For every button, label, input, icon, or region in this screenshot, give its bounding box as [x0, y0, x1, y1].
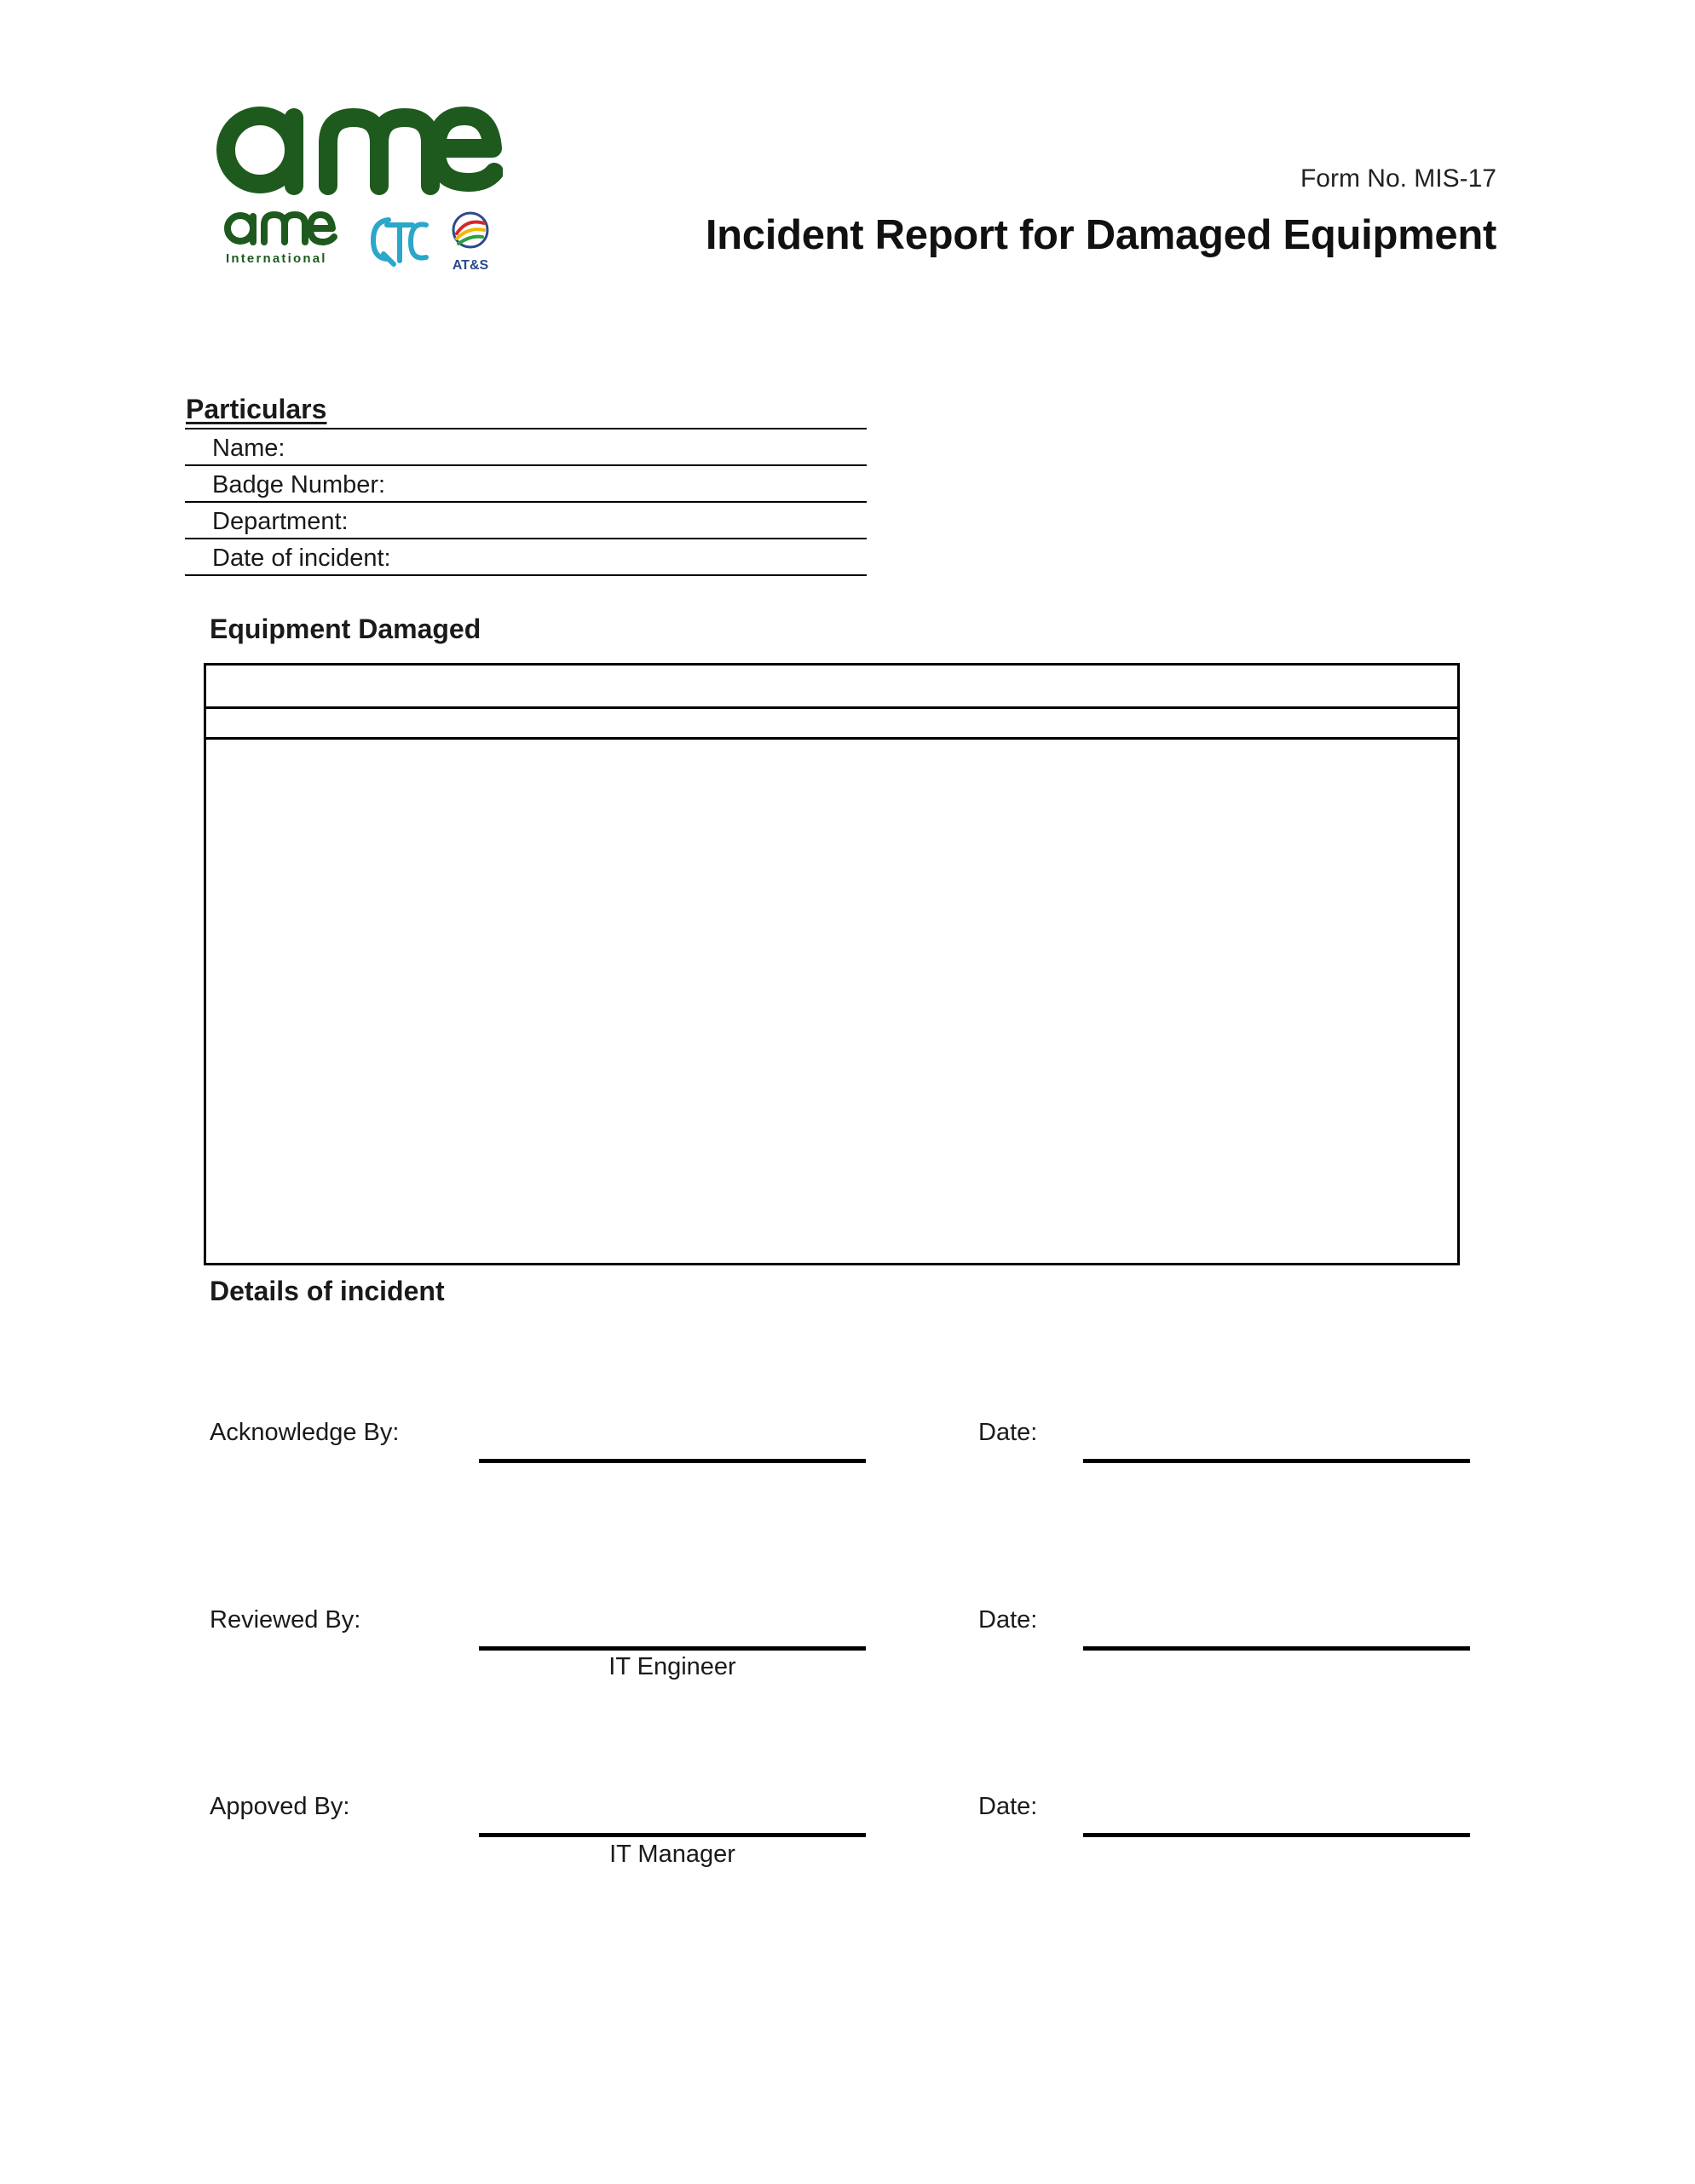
- approved-date-line[interactable]: [1083, 1833, 1470, 1837]
- equipment-row-divider: [206, 737, 1457, 740]
- name-label: Name:: [212, 435, 285, 462]
- particulars-list: [185, 428, 867, 576]
- ame-logo: [213, 92, 503, 199]
- svg-text:International: International: [226, 251, 327, 266]
- reviewed-date-label: Date:: [978, 1606, 1038, 1634]
- approved-by-caption: IT Manager: [609, 1841, 735, 1868]
- qtc-logo: [365, 210, 433, 269]
- department-label: Department:: [212, 508, 349, 535]
- approved-date-label: Date:: [978, 1793, 1038, 1820]
- equipment-row-divider: [206, 706, 1457, 709]
- form-number: Form No. MIS-17: [1300, 164, 1496, 193]
- acknowledge-date-line[interactable]: [1083, 1459, 1470, 1463]
- department-field[interactable]: [185, 501, 867, 538]
- ame-international-logo: [223, 205, 351, 268]
- approved-by-signature-line[interactable]: [479, 1833, 866, 1837]
- particulars-heading: Particulars: [186, 394, 327, 424]
- acknowledge-date-label: Date:: [978, 1419, 1038, 1446]
- reviewed-by-caption: IT Engineer: [608, 1653, 736, 1680]
- acknowledge-by-signature-line[interactable]: [479, 1459, 866, 1463]
- name-field[interactable]: [185, 428, 867, 464]
- approved-by-label: Appoved By:: [210, 1793, 350, 1820]
- badge-number-field[interactable]: [185, 464, 867, 501]
- date-of-incident-field[interactable]: [185, 538, 867, 576]
- badge-number-label: Badge Number:: [212, 471, 386, 498]
- reviewed-date-line[interactable]: [1083, 1646, 1470, 1651]
- reviewed-by-label: Reviewed By:: [210, 1606, 361, 1634]
- equipment-damaged-box[interactable]: [204, 663, 1460, 1265]
- equipment-damaged-heading: Equipment Damaged: [210, 614, 481, 644]
- reviewed-by-signature-line[interactable]: [479, 1646, 866, 1651]
- ats-logo: [441, 208, 499, 273]
- acknowledge-by-label: Acknowledge By:: [210, 1419, 400, 1446]
- date-of-incident-label: Date of incident:: [212, 545, 391, 572]
- page-title: Incident Report for Damaged Equipment: [705, 212, 1496, 258]
- svg-text:AT&S: AT&S: [452, 258, 489, 273]
- details-of-incident-heading: Details of incident: [210, 1276, 445, 1306]
